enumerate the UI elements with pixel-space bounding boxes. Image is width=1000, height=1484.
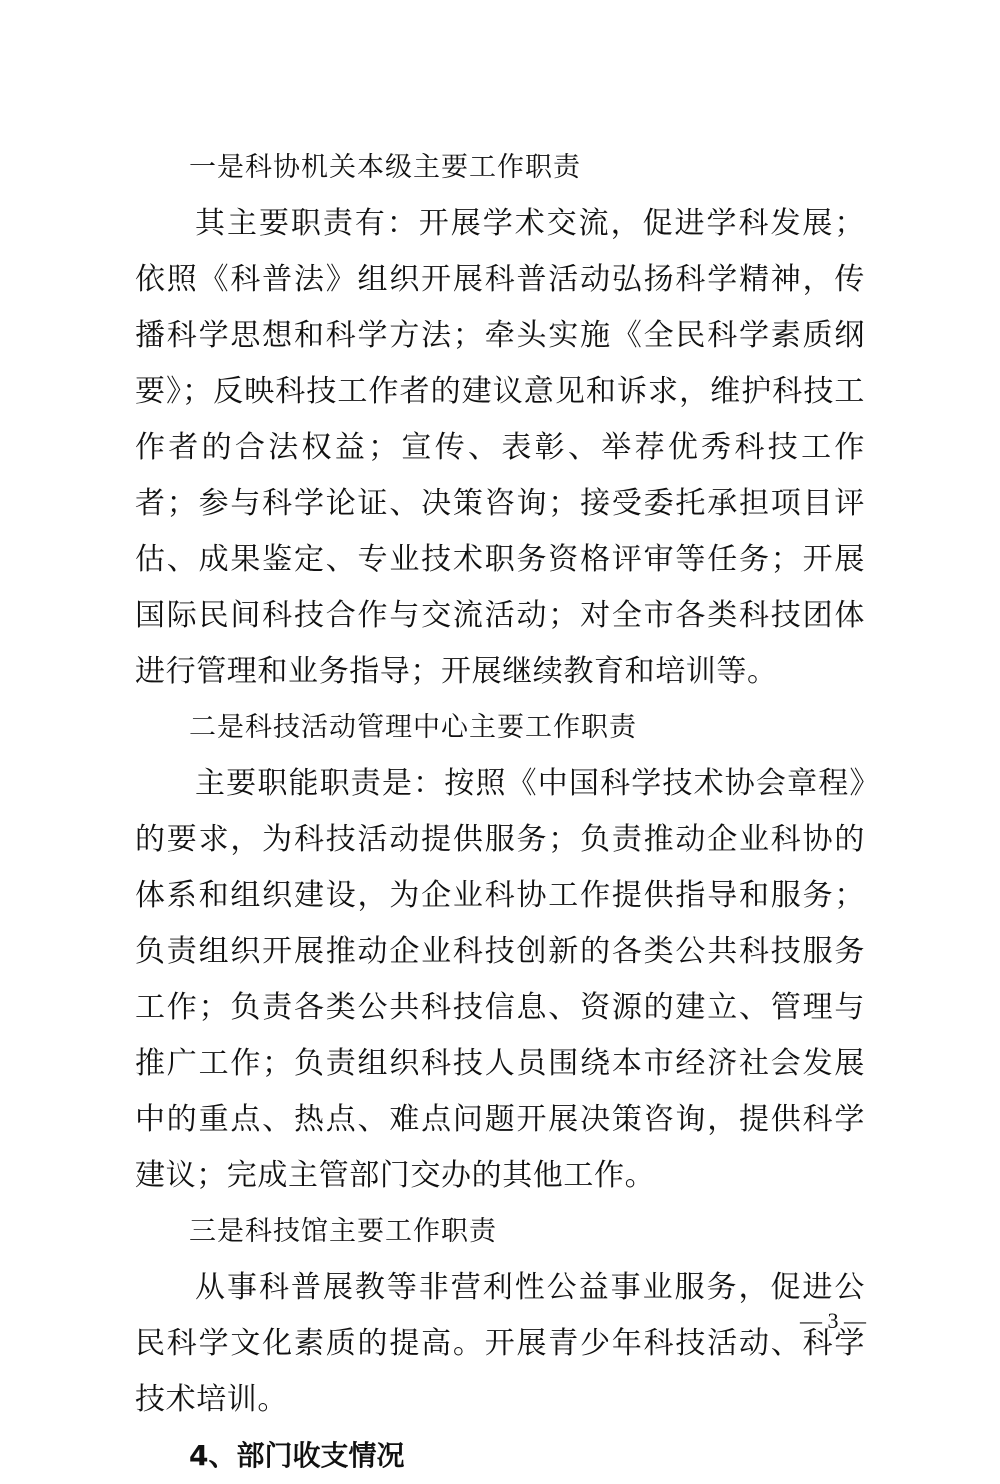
page-number: — 3 — [800, 1308, 866, 1333]
section-1-paragraph: 其主要职责有：开展学术交流，促进学科发展；依照《科普法》组织开展科普活动弘扬科学精神，传播科学思想和科学方法；牵头实施《全民科学素质纲要》；反映科技工作者的建议意见和诉求，维护科技工作者的合法权益；宣传、表彰、举荐优秀科技工作者；参与科学论证、决策咨询；接受委托承担项目评估、成果鉴定、专业技术职务资格评审等任务；开展国际民间科技合作与交流活动；对全市各类科技团体进行管理和业务指导；开展继续教育和培训等。 [135, 206, 865, 689]
section-3-heading: 三是科技馆主要工作职责 [189, 1216, 497, 1247]
section-4-heading: 4、部门收支情况 [189, 1439, 405, 1472]
document-body [135, 140, 865, 1484]
section-1-heading: 一是科协机关本级主要工作职责 [189, 152, 581, 183]
section-2-paragraph: 主要职能职责是：按照《中国科学技术协会章程》的要求，为科技活动提供服务；负责推动企业科协的体系和组织建设，为企业科协工作提供指导和服务；负责组织开展推动企业科技创新的各类公共科技服务工作；负责各类公共科技信息、资源的建立、管理与推广工作；负责组织科技人员围绕本市经济社会发展中的重点、热点、难点问题开展决策咨询，提供科学建议；完成主管部门交办的其他工作。 [135, 766, 865, 1193]
section-3-paragraph: 从事科普展教等非营利性公益事业服务，促进公民科学文化素质的提高。开展青少年科技活动、科学技术培训。 [135, 1270, 865, 1417]
section-2-heading: 二是科技活动管理中心主要工作职责 [189, 712, 637, 743]
